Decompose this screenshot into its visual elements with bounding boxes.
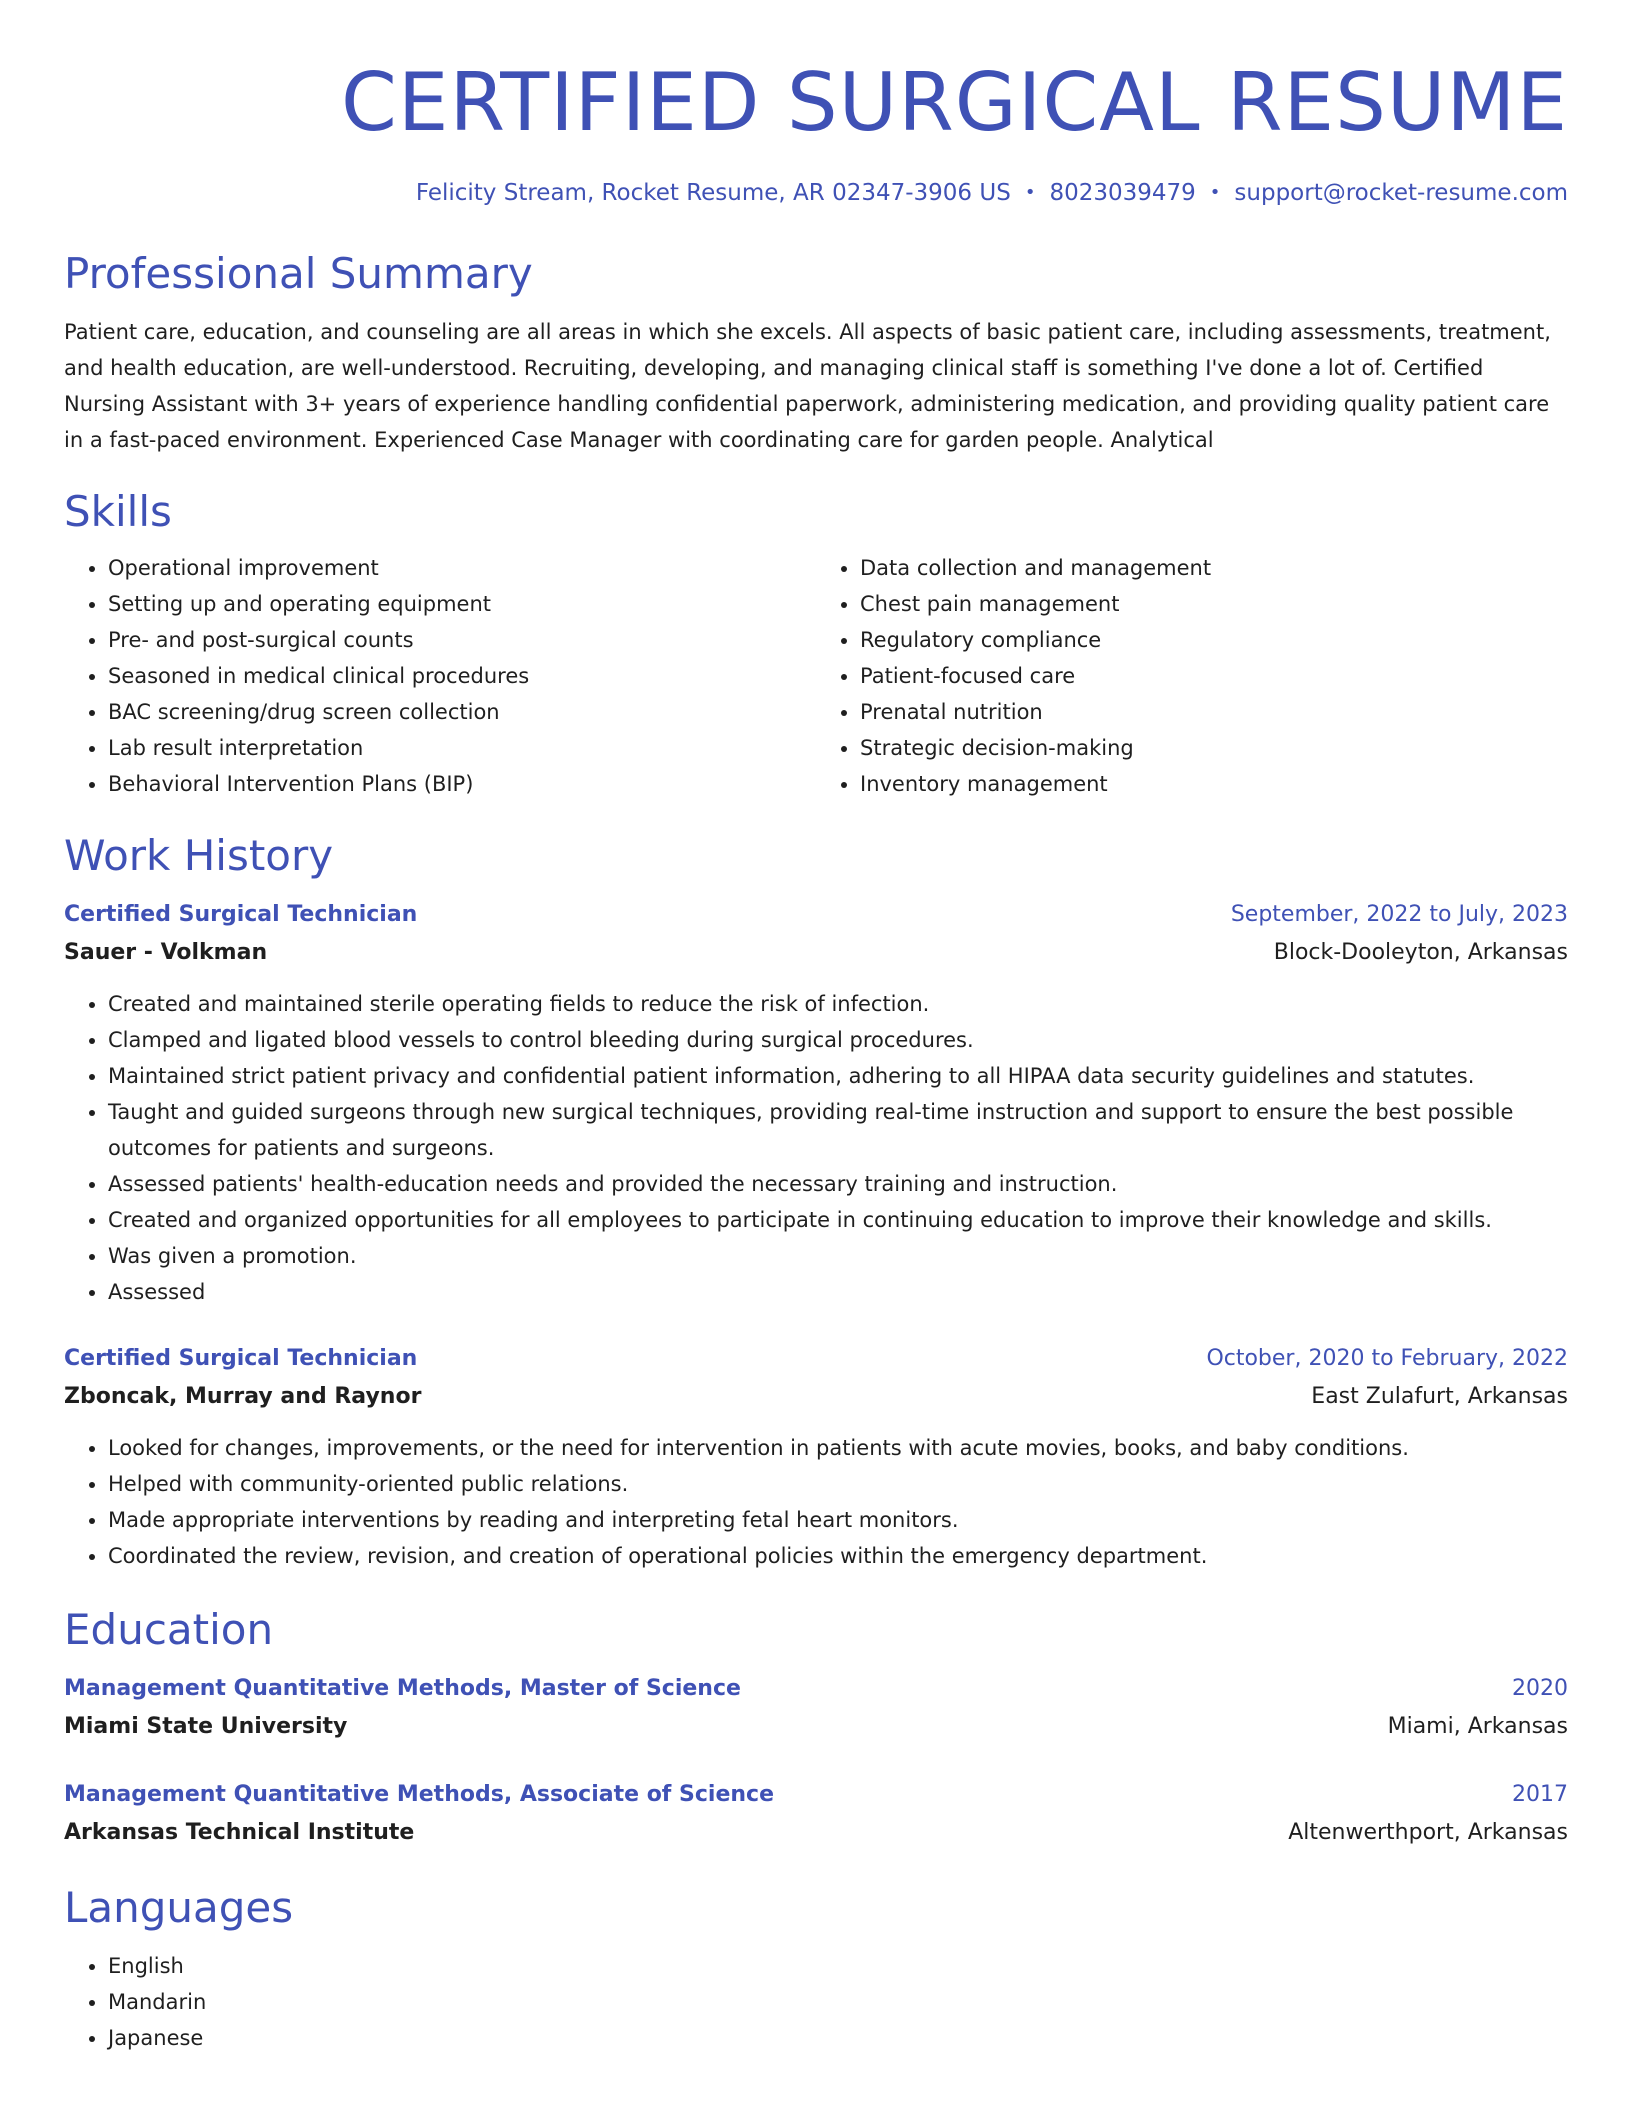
resume-title: CERTIFIED SURGICAL RESUME <box>341 56 1568 149</box>
skill-item: • Regulatory compliance <box>860 622 1568 658</box>
education-year: 2020 <box>1512 1676 1568 1701</box>
job-header-row <box>64 1340 1568 1378</box>
contact-phone[interactable]: 8023039479 <box>1049 180 1196 206</box>
job-header-row <box>64 896 1568 934</box>
job-duty: • Clamped and ligated blood vessels to control bleeding during surgical procedures. <box>108 1022 1568 1058</box>
job-employer: Zboncak, Murray and Raynor <box>64 1384 422 1409</box>
job-employer-row <box>64 934 1568 972</box>
job-duty: • Created and organized opportunities for all employees to participate in continuing education to improve their knowledge and skills. <box>108 1202 1568 1238</box>
languages-list <box>64 1948 1568 2056</box>
education-school-row <box>64 1814 1568 1852</box>
skill-item: • Chest pain management <box>860 586 1568 622</box>
job-duty: • Helped with community-oriented public relations. <box>108 1466 1568 1502</box>
education-school-row <box>64 1708 1568 1746</box>
skill-item: • Patient-focused care <box>860 658 1568 694</box>
skill-item: • Pre- and post-surgical counts <box>108 622 816 658</box>
skills-columns <box>64 550 1568 802</box>
education-degree: Management Quantitative Methods, Master of Science <box>64 1676 741 1701</box>
education-year: 2017 <box>1512 1782 1568 1807</box>
section-heading-summary: Professional Summary <box>64 249 533 298</box>
skill-item: • Data collection and management <box>860 550 1568 586</box>
section-heading-languages: Languages <box>64 1883 294 1932</box>
professional-summary-section <box>64 246 1568 458</box>
job-title: Certified Surgical Technician <box>64 1346 418 1371</box>
job-location: Block-Dooleyton, Arkansas <box>1273 940 1568 965</box>
job-dates: September, 2022 to July, 2023 <box>1230 902 1568 927</box>
education-school: Miami State University <box>64 1714 348 1739</box>
education-entry <box>64 1670 1568 1746</box>
languages-section <box>64 1880 1568 2056</box>
education-location: Altenwerthport, Arkansas <box>1288 1820 1568 1845</box>
education-header-row <box>64 1670 1568 1708</box>
job-duty: • Assessed <box>108 1274 1568 1310</box>
skills-section <box>64 484 1568 802</box>
language-item: • Japanese <box>108 2020 1568 2056</box>
education-degree: Management Quantitative Methods, Associate of Science <box>64 1782 775 1807</box>
contact-address: Felicity Stream, Rocket Resume, AR 02347-3906 US <box>415 180 1011 206</box>
contact-email[interactable]: support@rocket-resume.com <box>1234 180 1568 206</box>
job-duty: • Coordinated the review, revision, and creation of operational policies within the emergency department. <box>108 1538 1568 1574</box>
job-location: East Zulafurt, Arkansas <box>1311 1384 1568 1409</box>
skill-item: • Behavioral Intervention Plans (BIP) <box>108 766 816 802</box>
section-heading-work: Work History <box>64 831 334 880</box>
contact-line <box>64 178 1568 210</box>
job-duty: • Taught and guided surgeons through new surgical techniques, providing real-time instruction and support to ensure the best possible outcomes for patients and surgeons. <box>108 1094 1568 1166</box>
skills-list-left <box>64 550 816 802</box>
job-entry <box>64 896 1568 1310</box>
education-location: Miami, Arkansas <box>1387 1714 1568 1739</box>
job-title: Certified Surgical Technician <box>64 902 418 927</box>
skill-item: • Setting up and operating equipment <box>108 586 816 622</box>
job-duties-list <box>64 986 1568 1310</box>
skills-list-right <box>816 550 1568 802</box>
skill-item: • BAC screening/drug screen collection <box>108 694 816 730</box>
job-entry <box>64 1340 1568 1574</box>
job-duty: • Maintained strict patient privacy and confidential patient information, adhering to all HIPAA data security guidelines and statutes. <box>108 1058 1568 1094</box>
education-header-row <box>64 1776 1568 1814</box>
job-duty: • Created and maintained sterile operating fields to reduce the risk of infection. <box>108 986 1568 1022</box>
section-heading-skills: Skills <box>64 487 172 536</box>
job-duties-list <box>64 1430 1568 1574</box>
language-item: • English <box>108 1948 1568 1984</box>
skill-item: • Prenatal nutrition <box>860 694 1568 730</box>
work-history-section <box>64 828 1568 1574</box>
contact-separator: • <box>1209 182 1221 203</box>
education-school: Arkansas Technical Institute <box>64 1820 415 1845</box>
skill-item: • Strategic decision-making <box>860 730 1568 766</box>
skill-item: • Inventory management <box>860 766 1568 802</box>
job-duty: • Was given a promotion. <box>108 1238 1568 1274</box>
job-dates: October, 2020 to February, 2022 <box>1206 1346 1568 1371</box>
job-duty: • Made appropriate interventions by reading and interpreting fetal heart monitors. <box>108 1502 1568 1538</box>
summary-text: Patient care, education, and counseling are all areas in which she excels. All aspects of basic patient care, including assessments, treatment, and health education, are well-understood. Recruiting, developing, and managing clinical staff is something I've done a lot of. Certified Nursing Assistant with 3+ years of experience handling confidential paperwork, administering medication, and providing quality patient care in a fast-paced environment. Experienced Case Manager with coordinating care for garden people. Analytical <box>64 320 1551 452</box>
education-section <box>64 1602 1568 1852</box>
job-duty: • Looked for changes, improvements, or the need for intervention in patients with acute movies, books, and baby conditions. <box>108 1430 1568 1466</box>
language-item: • Mandarin <box>108 1984 1568 2020</box>
job-duty: • Assessed patients' health-education needs and provided the necessary training and instruction. <box>108 1166 1568 1202</box>
skill-item: • Seasoned in medical clinical procedures <box>108 658 816 694</box>
section-heading-education: Education <box>64 1605 274 1654</box>
contact-separator: • <box>1024 182 1036 203</box>
skill-item: • Lab result interpretation <box>108 730 816 766</box>
job-employer-row <box>64 1378 1568 1416</box>
job-employer: Sauer - Volkman <box>64 940 268 965</box>
education-entry <box>64 1776 1568 1852</box>
skill-item: • Operational improvement <box>108 550 816 586</box>
